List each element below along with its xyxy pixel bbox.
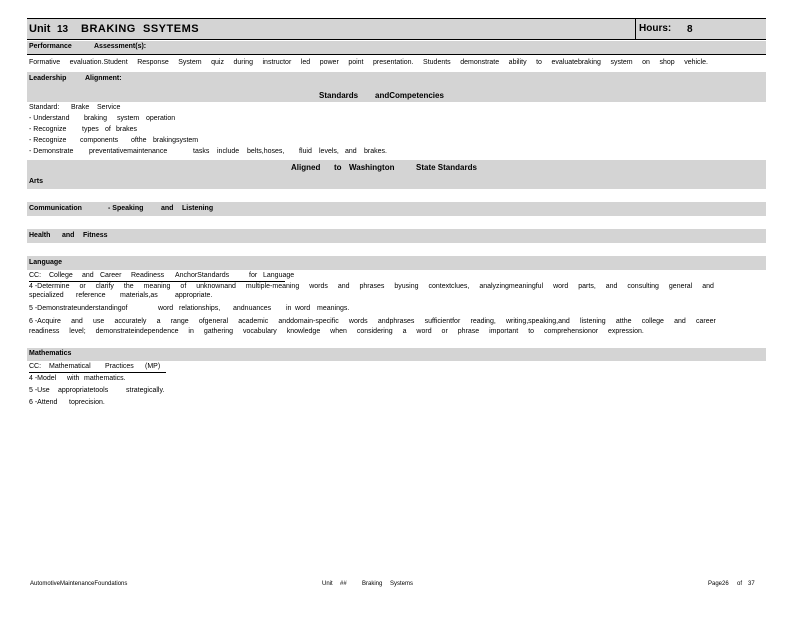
standard-word: include: [217, 148, 240, 155]
performance-text: [27, 55, 766, 72]
perf-word: power: [319, 59, 339, 66]
unit-title-word-1: BRAKING: [81, 23, 136, 35]
lang-word: college: [641, 318, 664, 325]
unit-header: [27, 18, 766, 40]
perf-word: Response: [137, 59, 169, 66]
perf-word: shop: [659, 59, 675, 66]
perf-word: system: [610, 59, 633, 66]
lang-word: word: [158, 305, 174, 312]
standard-word: of: [105, 126, 111, 133]
perf-word: on: [642, 59, 650, 66]
lang-word: a: [156, 318, 161, 325]
leadership-alignment-header: [27, 72, 766, 102]
standard-word: types: [82, 126, 99, 133]
footer-page-number: Page26: [708, 581, 729, 587]
standard-word: and: [345, 148, 357, 155]
language-content: [27, 270, 766, 338]
communication-word: Listening: [182, 205, 214, 212]
mathematics-label: Mathematics: [29, 350, 72, 357]
unit-number: 13: [57, 24, 69, 35]
lang-word: demonstrateindependence: [95, 328, 179, 335]
cc-word: Career: [100, 272, 122, 279]
lang-word: analyzingmeaningful: [479, 283, 544, 290]
standard-word: system: [117, 115, 140, 122]
lang-word: use: [93, 318, 105, 325]
footer-course-title: AutomotiveMaintenanceFoundations: [30, 581, 128, 587]
lang-word: or: [441, 328, 448, 335]
lang-word: atthe: [615, 318, 632, 325]
cc-word: CC:: [29, 272, 42, 279]
standards-heading-2: andCompetencies: [375, 91, 444, 100]
lang-word: reading,: [470, 318, 496, 325]
standard-word: Brake: [71, 104, 90, 111]
lang-word: anddomain-specific: [278, 318, 339, 325]
communication-header: [27, 202, 766, 216]
lang-word: of: [180, 283, 187, 290]
footer-unit-word: Systems: [390, 581, 414, 587]
aligned-word: Aligned: [291, 163, 321, 172]
standard-item: [27, 126, 766, 137]
aligned-word: Washington: [349, 163, 395, 172]
standard-label: Standard:: [29, 104, 60, 111]
lang-word: word: [416, 328, 432, 335]
lang-word: career: [695, 318, 716, 325]
lang-word: reference: [76, 292, 106, 299]
arts-label: Arts: [29, 178, 44, 185]
perf-word: vehicle.: [684, 59, 708, 66]
math-item: [27, 387, 766, 399]
perf-word: ability: [508, 59, 527, 66]
standard-word: belts,hoses,: [247, 148, 285, 155]
header-divider: [635, 19, 636, 39]
washington-standards-header: [27, 160, 766, 189]
lang-word: andphrases: [377, 318, 415, 325]
perf-word: System: [178, 59, 202, 66]
lang-word: relationships,: [179, 305, 221, 312]
math-word: appropriatetools: [58, 387, 109, 394]
standard-word: brakes: [116, 126, 138, 133]
performance-assessment-header: [27, 41, 766, 55]
lang-word: academic: [238, 318, 269, 325]
lang-word: meaning: [143, 283, 171, 290]
lang-word: words: [309, 283, 328, 290]
lang-word: andnuances: [233, 305, 272, 312]
lang-word: readiness: [29, 328, 60, 335]
cc-word: CC:: [29, 363, 42, 370]
footer-unit-word: Unit: [322, 581, 333, 587]
unit-label: Unit: [29, 23, 51, 35]
page: [27, 18, 766, 411]
math-word: strategically.: [126, 387, 165, 394]
footer-unit-word: Braking: [362, 581, 383, 587]
standard-item: [27, 137, 766, 148]
assessment-label: Assessment(s):: [94, 43, 147, 50]
standard-word: levels,: [319, 148, 339, 155]
math-item: [27, 375, 766, 387]
lang-word: parts,: [578, 283, 596, 290]
perf-word: quiz: [211, 59, 224, 66]
aligned-word: to: [334, 163, 342, 172]
lang-word: meanings.: [317, 305, 350, 312]
perf-word: Formative: [29, 59, 61, 66]
standard-word: brakingsystem: [153, 137, 199, 144]
cc-word: Practices: [105, 363, 134, 370]
mathematics-content: [27, 361, 766, 411]
language-label: Language: [29, 259, 63, 266]
lang-word: phrases: [359, 283, 385, 290]
lang-word: multiple-meaning: [245, 283, 300, 290]
footer-page-total: 37: [748, 581, 755, 587]
lang-word: considering: [356, 328, 393, 335]
perf-word: evaluatebraking: [551, 59, 601, 66]
standard-word: braking: [84, 115, 107, 122]
perf-word: evaluation.Student: [69, 59, 128, 66]
lang-word: accurately: [114, 318, 147, 325]
lang-word: ofgeneral: [198, 318, 229, 325]
lang-word: clarify: [95, 283, 114, 290]
math-word: with: [67, 375, 80, 382]
lang-word: gathering: [203, 328, 234, 335]
standard-word: tasks: [193, 148, 210, 155]
footer-of: of: [737, 581, 743, 587]
perf-word: led: [300, 59, 311, 66]
perf-word: demonstrate: [460, 59, 500, 66]
perf-word: Students: [423, 59, 451, 66]
math-word: toprecision.: [69, 399, 105, 406]
language-item-4-line-2: [27, 292, 766, 302]
lang-word: and: [71, 318, 83, 325]
lang-word: vocabulary: [242, 328, 277, 335]
cc-word: Language: [263, 272, 295, 279]
standard-word: components: [80, 137, 119, 144]
standard-intro: [27, 104, 766, 115]
standard-word: brakes.: [364, 148, 387, 155]
footer-unit-number: ##: [340, 581, 347, 587]
standard-item: [27, 115, 766, 126]
leadership-label: Leadership: [29, 75, 67, 82]
lang-word: level;: [69, 328, 86, 335]
language-item-6-line-2: [27, 328, 766, 338]
lang-word: in: [286, 305, 292, 312]
cc-word: AnchorStandards: [175, 272, 230, 279]
lang-word: range: [170, 318, 189, 325]
math-word: 4 -Model: [29, 375, 57, 382]
lang-word: specialized: [29, 292, 64, 299]
lang-word: and: [674, 318, 686, 325]
lang-word: word: [553, 283, 569, 290]
lang-word: or: [79, 283, 86, 290]
lang-word: writing,speaking,and: [505, 318, 570, 325]
math-cc-line: [27, 363, 766, 375]
page-footer: [0, 581, 800, 593]
language-header: [27, 256, 766, 270]
cc-word: and: [82, 272, 94, 279]
lang-word: 4 -Determine: [29, 283, 70, 290]
perf-word: during: [233, 59, 253, 66]
lang-word: 5 -Demonstrateunderstandingof: [29, 305, 128, 312]
lang-word: consulting: [627, 283, 659, 290]
cc-word: Mathematical: [49, 363, 91, 370]
lang-word: in: [188, 328, 194, 335]
perf-word: instructor: [262, 59, 292, 66]
lang-word: materials,as: [120, 292, 158, 299]
standard-item: [27, 148, 766, 159]
language-cc-line: [27, 272, 766, 282]
perf-word: presentation.: [373, 59, 414, 66]
standards-heading-1: Standards: [319, 91, 359, 100]
lang-word: phrase: [457, 328, 480, 335]
lang-word: contextclues,: [428, 283, 470, 290]
standard-word: fluid: [299, 148, 312, 155]
standard-word: Service: [97, 104, 121, 111]
health-word: Fitness: [83, 232, 108, 239]
perf-word: to: [536, 59, 542, 66]
standard-word: ofthe: [131, 137, 147, 144]
mathematics-header: [27, 348, 766, 361]
cc-word: (MP): [145, 363, 161, 370]
lang-word: general: [668, 283, 693, 290]
communication-word: and: [161, 205, 174, 212]
standard-word: - Demonstrate: [29, 148, 74, 155]
performance-label: Performance: [29, 43, 72, 50]
health-word: and: [62, 232, 75, 239]
lang-word: a: [402, 328, 407, 335]
lang-word: and: [605, 283, 618, 290]
hours-label: Hours:: [639, 23, 672, 34]
communication-word: - Speaking: [108, 205, 144, 212]
standard-word: - Understand: [29, 115, 70, 122]
lang-word: and: [337, 283, 350, 290]
lang-word: and: [702, 283, 714, 290]
alignment-label: Alignment:: [85, 75, 122, 82]
standard-word: - Recognize: [29, 126, 67, 133]
lang-word: 6 -Acquire: [29, 318, 61, 325]
lang-word: sufficientfor: [424, 318, 461, 325]
language-item-4-line-1: [27, 282, 766, 292]
standard-list: [27, 102, 766, 159]
lang-word: unknownand: [196, 283, 236, 290]
standard-word: operation: [146, 115, 176, 122]
lang-word: knowledge: [286, 328, 321, 335]
lang-word: word: [295, 305, 311, 312]
cc-word: for: [249, 272, 258, 279]
lang-word: comprehensionor: [543, 328, 599, 335]
aligned-word: State Standards: [416, 163, 477, 172]
communication-word: Communication: [29, 205, 82, 212]
lang-word: appropriate.: [175, 292, 213, 299]
health-fitness-header: [27, 229, 766, 243]
lang-word: byusing: [394, 283, 419, 290]
lang-word: listening: [580, 318, 606, 325]
standard-word: preventativemaintenance: [89, 148, 168, 155]
math-item: [27, 399, 766, 411]
perf-word: point: [348, 59, 364, 66]
math-word: 5 -Use: [29, 387, 50, 394]
lang-word: important: [489, 328, 519, 335]
lang-word: words: [348, 318, 368, 325]
lang-word: when: [330, 328, 347, 335]
math-word: 6 -Attend: [29, 399, 58, 406]
language-item-5: [27, 305, 766, 316]
cc-word: College: [49, 272, 73, 279]
standard-word: - Recognize: [29, 137, 67, 144]
lang-word: the: [123, 283, 134, 290]
lang-word: expression.: [608, 328, 644, 335]
unit-title-word-2: SSYTEMS: [143, 23, 200, 35]
lang-word: to: [528, 328, 535, 335]
health-word: Health: [29, 232, 51, 239]
cc-word: Readiness: [131, 272, 165, 279]
math-word: mathematics.: [84, 375, 126, 382]
hours-value: 8: [687, 24, 693, 35]
